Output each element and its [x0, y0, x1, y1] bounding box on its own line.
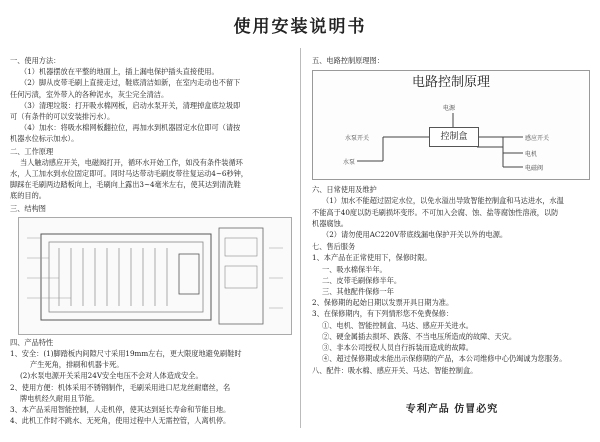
- text-line: 不能高于40度以防毛刷损坏变形。不可加入会腐、蚀、盐等腐蚀性溶液，以防: [312, 207, 559, 217]
- document-title: 使用安装说明书: [233, 17, 367, 37]
- text-line: （1）加水不能超过固定水位，以免水溢出导致智能控制盒和马达进水，水温: [322, 196, 564, 206]
- section-heading: 二、工作原理: [10, 146, 54, 156]
- text-line: ②、硬金属插去损坏、跌落、不当电压所造成的故障、天灾。: [322, 331, 517, 341]
- text-line: （1）机器摆放在平整的地面上，插上漏电保护插头直接使用。: [20, 67, 219, 77]
- text-line: （2）请勿使用AC220V带底线漏电保护开关以外的电源。: [322, 230, 508, 240]
- text-line: 1、安全：(1)脚踏板内间隙尺寸采用19mm左右，更大限度地避免刷鞋时: [10, 349, 242, 359]
- label-motor: 电机: [525, 151, 538, 159]
- structure-drawing: [18, 217, 292, 335]
- text-line: 3、本产品采用智能控制，人走机停，使其达到延长寿命和节能目地。: [10, 405, 231, 415]
- section-heading: 一、使用方法：: [10, 56, 61, 65]
- section-heading: 五、电路控制原理图：: [312, 56, 384, 65]
- slogan: 专利产品 仿冒必究: [405, 404, 499, 415]
- circuit-diagram-title: 电路控制原理: [411, 75, 490, 91]
- label-pump-switch: 水泵开关: [345, 135, 370, 143]
- text-line: 当人触动感应开关，电磁阀打开，循环水开始工作，如没有条件装循环: [20, 157, 243, 167]
- text-line: 底的目的。: [10, 191, 46, 201]
- label-sensor-switch: 感应开关: [525, 135, 550, 143]
- section-heading: 七、售后服务: [312, 242, 356, 252]
- text-line: 二、皮带毛刷保修半年。: [322, 275, 402, 285]
- text-line: 脚踩在毛刷两边踏板向上，毛刷向上露出3~4毫米左右，使其达到清洗鞋: [10, 180, 241, 190]
- text-line: ④、超过保修期或未能出示保修期的产品，本公司维修中心仍竭诚为您服务。: [322, 354, 567, 364]
- text-line: 八、配件：吸水棉、感应开关、马达、智能控制盒。: [312, 366, 478, 376]
- control-box: 控制盒: [429, 127, 479, 147]
- text-line: （2）脚从皮带毛刷上直接走过，鞋底清洁如新，在室内走动也不留下: [20, 78, 241, 88]
- text-line: 2、保修期的起始日期以发票开具日期为准。: [312, 298, 454, 308]
- text-line: （3）清理垃圾：打开吸水棉网板，启动水泵开关，清理掉盒底垃圾即: [20, 100, 241, 110]
- section-heading: 三、结构图: [10, 203, 46, 213]
- text-line: 2、使用方便：机体采用不锈钢制作，毛刷采用进口尼龙丝耐磨丝，名: [10, 382, 231, 392]
- text-line: ①、电机、智能控制盒、马达、感应开关进水。: [322, 320, 473, 330]
- text-line: 机器腐蚀。: [312, 218, 348, 228]
- right-column: [312, 54, 592, 377]
- section-heading: 四、产品特性: [10, 337, 54, 347]
- label-pump: 水泵: [343, 159, 356, 167]
- text-line: 产生死角，排刷和机器卡死。: [30, 360, 124, 370]
- text-line: ③、非本公司授权人员自行拆装而造成的故障。: [322, 343, 473, 353]
- text-line: 牌电机经久耐用且节能。: [20, 393, 100, 403]
- text-line: 任何污渍，室外带入的各种泥水，灰尘完全清洁。: [10, 89, 169, 99]
- text-line: 机器水位标示加水）。: [10, 134, 79, 144]
- left-column: [10, 54, 288, 426]
- text-line: 一、吸水棉保半年。: [322, 264, 387, 274]
- label-solenoid-valve: 电磁阀: [525, 165, 544, 173]
- text-line: 4、此机工作时不跳水、无死角，使用过程中人无需控管，人离机停。: [10, 416, 231, 426]
- circuit-diagram: [312, 70, 590, 180]
- structure-drawing-image: [19, 218, 291, 334]
- section-heading: 六、日常使用及维护: [312, 185, 377, 195]
- text-line: 三、其他配件保修一年: [322, 287, 394, 297]
- text-line: （4）加水：将吸水棉网板翻拉位，再加水到机器固定水位即可（请按: [20, 123, 241, 133]
- text-line: 可（有条件的可以安装排污水）。: [10, 112, 115, 122]
- text-line: 1、本产品在正常使用下，保修时限。: [312, 253, 432, 263]
- label-power: 电源: [443, 105, 456, 113]
- text-line: 3、在保修期内，有下列情形您不免费保修：: [312, 309, 454, 319]
- text-line: 水，人工加水到水位固定即可。同时马达带动毛刷皮带往复运动4~6秒钟，: [10, 169, 248, 179]
- text-line: (2)水泵电源开关采用24V安全电压不会对人体造成安全。: [20, 371, 203, 381]
- column-divider: [300, 48, 301, 428]
